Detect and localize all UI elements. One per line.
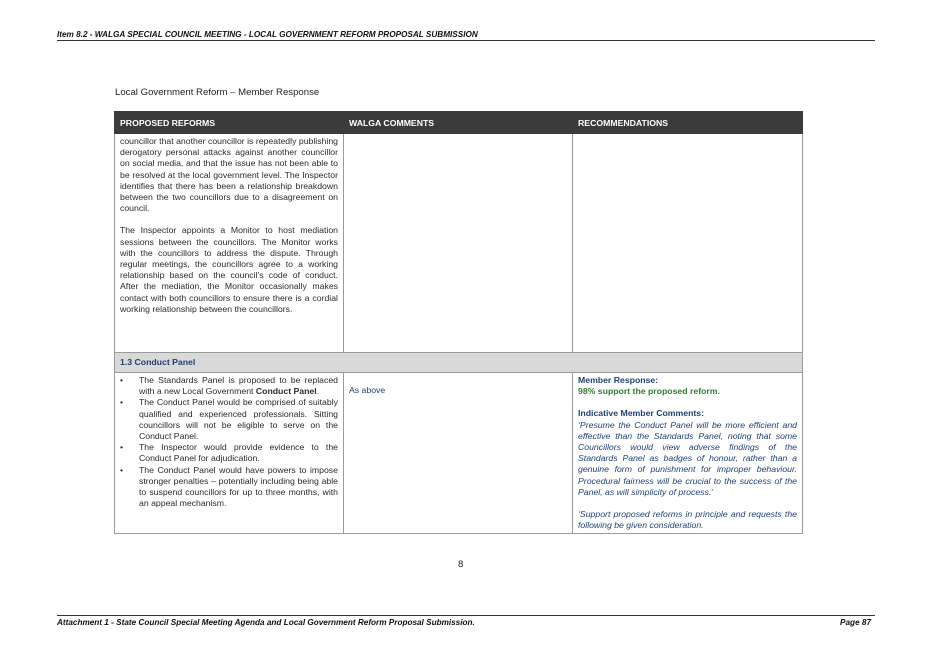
support-percentage: 98% support the proposed reform. (578, 386, 720, 397)
list-item: • The Standards Panel is proposed to be replaced with a new Local Government Conduct Panel. (120, 375, 338, 397)
reform-paragraph: The Inspector appoints a Monitor to host mediation sessions between the councillors. The Monitor works with the councillors to address the dispute. Through regular meetings, the councillors agree to a working relationship based on the council’s code of conduct. After the mediation, the Monitor occasionally makes contact with both councillors to ensure there is a cordial working relationship between the councillors. (120, 225, 338, 314)
footer-page-number: Page 87 (840, 618, 871, 627)
recommendation-cell (573, 373, 803, 534)
reform-table (114, 111, 803, 534)
member-comment: ‘Support proposed reforms in principle and requests the following be given consideration. (578, 509, 797, 531)
list-item: • The Conduct Panel would have powers to impose stronger penalties – potentially including being able to suspend councillors for up to three months, with an appeal mechanism. (120, 464, 338, 509)
recommendation-cell (573, 134, 803, 353)
indicative-comments-label: Indicative Member Comments: (578, 408, 704, 419)
list-item: • The Conduct Panel would be comprised of suitably qualified and experienced professionals. Sitting councillors will not be eligible to serve on the Conduct Panel. (120, 397, 338, 442)
footer-text: Attachment 1 - State Council Special Meeting Agenda and Local Government Reform Proposal Submission. (57, 618, 475, 627)
page-footer (57, 615, 875, 627)
list-item: • The Inspector would provide evidence to the Conduct Panel for adjudication. (120, 442, 338, 464)
table-row (115, 134, 803, 353)
header-proposed-reforms: PROPOSED REFORMS (115, 112, 344, 134)
header-recommendations: RECOMMENDATIONS (573, 112, 803, 134)
table-row (115, 373, 803, 534)
reform-bullet-list (120, 375, 338, 509)
proposed-reform-cell (115, 134, 344, 353)
page-header: Item 8.2 - WALGA SPECIAL COUNCIL MEETING - LOCAL GOVERNMENT REFORM PROPOSAL SUBMISSION (57, 30, 875, 41)
bullet-icon: • (120, 375, 124, 385)
section-row (115, 353, 803, 373)
proposed-reform-cell (115, 373, 344, 534)
document-title: Local Government Reform – Member Response (115, 87, 320, 98)
bullet-icon: • (120, 464, 124, 475)
walga-comment-text: As above (349, 385, 386, 395)
reform-paragraph: councillor that another councillor is repeatedly publishing derogatory personal attacks against another councillor on social media, and that the issue has not been able to be resolved at the local government level. The Inspector identifies that there has been a relationship breakdown between the two councillors due to a disagreement on council. (120, 136, 338, 214)
walga-comment-cell (344, 134, 573, 353)
member-response-label: Member Response: (578, 375, 659, 385)
bullet-icon: • (120, 442, 124, 453)
member-comment: ‘Presume the Conduct Panel will be more efficient and effective than the Standards Panel, noting that some Councillors would view adverse findings of the Standards Panel as badges of honour, rather than a genuine form of punishment for improper behaviour. Procedural fairness will be crucial to the success of the Panel, as will simplicity of process.’ (578, 419, 797, 497)
section-title: 1.3 Conduct Panel (115, 353, 803, 373)
page-number: 8 (458, 559, 464, 570)
table-header-row (115, 112, 803, 134)
bullet-icon: • (120, 397, 124, 408)
header-walga-comments: WALGA COMMENTS (344, 112, 573, 134)
walga-comment-cell (344, 373, 573, 534)
